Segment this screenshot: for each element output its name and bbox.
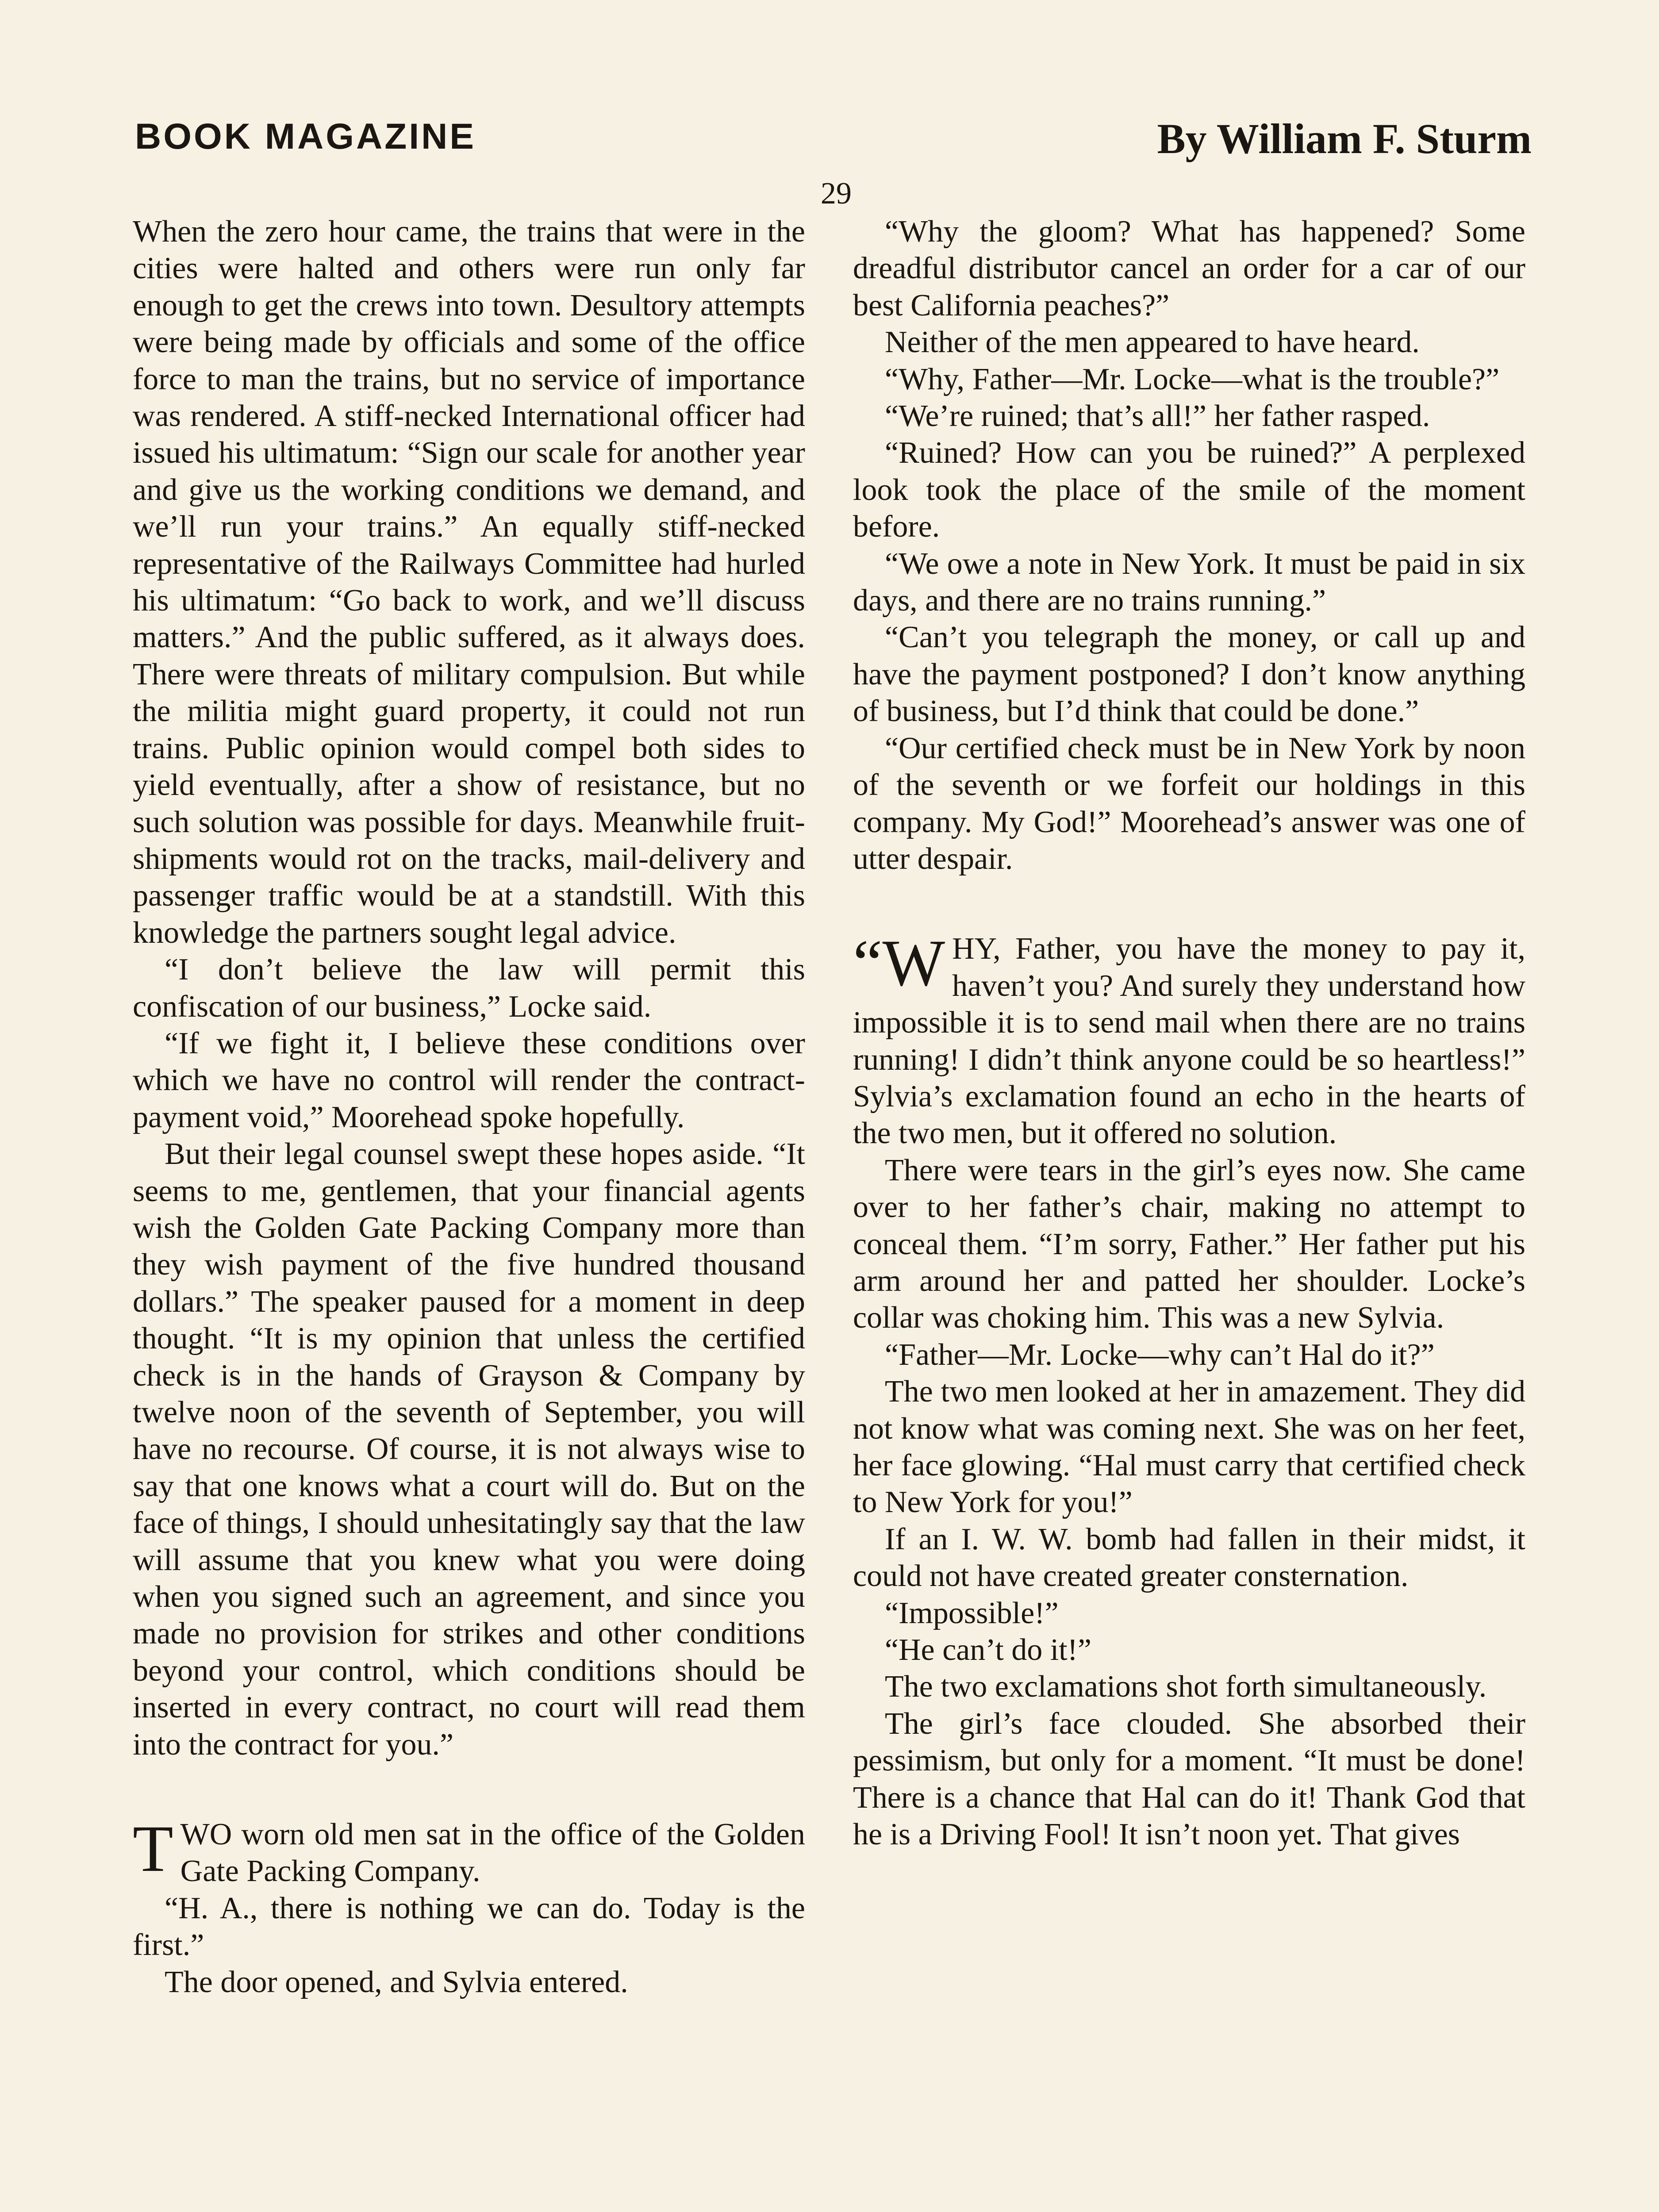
paragraph: “We’re ruined; that’s all!” her father rasped. <box>885 399 1430 434</box>
section-opening-text: HY, Father, you have the money to pay it, haven’t you? And surely they understand how impossible it is to send mail when there are no trains running! I didn’t think anyone could be so heartless!” Sylvia’s exclamation found an echo in the hearts of the two men, but it offered no solution. <box>853 932 1525 1151</box>
drop-cap: “W <box>853 926 945 1000</box>
paragraph: “Ruined? How can you be ruined?” A perplexed look took the place of the smile of the moment before. <box>853 436 1525 544</box>
right-column <box>853 213 1525 1853</box>
paragraph: “Our certified check must be in New York by noon of the seventh or we forfeit our holdings in this company. My God!” Moorehead’s answer was one of utter despair. <box>853 731 1525 876</box>
paragraph: “Impossible!” <box>885 1596 1059 1630</box>
paragraph: The girl’s face clouded. She absorbed their pessimism, but only for a moment. “It must be done! There is a chance that Hal can do it! Thank God that he is a Driving Fool! It isn’t noon yet. That gives <box>853 1706 1525 1852</box>
publication-title: BOOK MAGAZINE <box>135 116 476 157</box>
drop-cap: T <box>133 1812 173 1886</box>
author-byline: By William F. Sturm <box>1157 115 1532 162</box>
paragraph: “We owe a note in New York. It must be paid in six days, and there are no trains running.” <box>853 546 1525 618</box>
paragraph: If an I. W. W. bomb had fallen in their midst, it could not have created greater consternation. <box>853 1522 1525 1594</box>
section-break <box>133 1763 805 1816</box>
paragraph: “He can’t do it!” <box>885 1633 1092 1667</box>
paragraph: But their legal counsel swept these hopes aside. “It seems to me, gentlemen, that your financial agents wish the Golden Gate Packing Company more than they wish payment of the five hundred thousand dollars.” The speaker paused for a moment in deep thought. “It is my opinion that unless the certified check is in the hands of Grayson & Company by twelve noon of the seventh of September, you will have no recourse. Of course, it is not always wise to say that one knows what a court will do. But on the face of things, I should unhesitatingly say that the law will assume that you knew what you were doing when you signed such an agreement, and since you made no provision for strikes and other conditions beyond your control, which conditions should be inserted in every contract, no court will read them into the contract for you.” <box>133 1137 805 1762</box>
left-column <box>133 213 805 2001</box>
page-number: 29 <box>821 177 852 211</box>
paragraph: “Why the gloom? What has happened? Some dreadful distributor cancel an order for a car of our best California peaches?” <box>853 215 1525 323</box>
paragraph: “Why, Father—Mr. Locke—what is the trouble?” <box>885 362 1500 396</box>
paragraph: “If we fight it, I believe these conditions over which we have no control will render the contract-payment void,” Moorehead spoke hopefully. <box>133 1026 805 1134</box>
paragraph: “H. A., there is nothing we can do. Today is the first.” <box>133 1891 805 1962</box>
section-opening-text: WO worn old men sat in the office of the Golden Gate Packing Company. <box>180 1817 805 1889</box>
paragraph: “Father—Mr. Locke—why can’t Hal do it?” <box>885 1337 1435 1372</box>
paragraph: The two men looked at her in amazement. They did not know what was coming next. She was on her feet, her face glowing. “Hal must carry that certified check to New York for you!” <box>853 1375 1525 1520</box>
paragraph: The door opened, and Sylvia entered. <box>165 1965 628 1999</box>
paragraph: When the zero hour came, the trains that were in the cities were halted and others were run only far enough to get the crews into town. Desultory attempts were being made by officials and some of the office force to man the trains, but no service of importance was rendered. A stiff-necked International officer had issued his ultimatum: “Sign our scale for another year and give us the working conditions we demand, and we’ll run your trains.” An equally stiff-necked representative of the Railways Committee had hurled his ultimatum: “Go back to work, and we’ll discuss matters.” And the public suffered, as it always does. There were threats of military compulsion. But while the militia might guard property, it could not run trains. Public opinion would compel both sides to yield eventually, after a show of resistance, but no such solution was possible for days. Meanwhile fruit-shipments would rot on the tracks, mail-delivery and passenger traffic would be at a standstill. With this knowledge the partners sought legal advice. <box>133 215 805 950</box>
section-break <box>853 877 1525 930</box>
paragraph: “Can’t you telegraph the money, or call up and have the payment postponed? I don’t know anything of business, but I’d think that could be done.” <box>853 620 1525 729</box>
paragraph: There were tears in the girl’s eyes now. She came over to her father’s chair, making no attempt to conceal them. “I’m sorry, Father.” Her father put his arm around her and patted her shoulder. Locke’s collar was choking him. This was a new Sylvia. <box>853 1153 1525 1335</box>
paragraph: Neither of the men appeared to have heard. <box>885 325 1420 360</box>
paragraph: The two exclamations shot forth simultaneously. <box>885 1670 1487 1704</box>
section-opening-paragraph <box>853 926 1525 1152</box>
section-opening-paragraph <box>133 1812 805 1890</box>
paragraph: “I don’t believe the law will permit this confiscation of our business,” Locke said. <box>133 952 805 1024</box>
